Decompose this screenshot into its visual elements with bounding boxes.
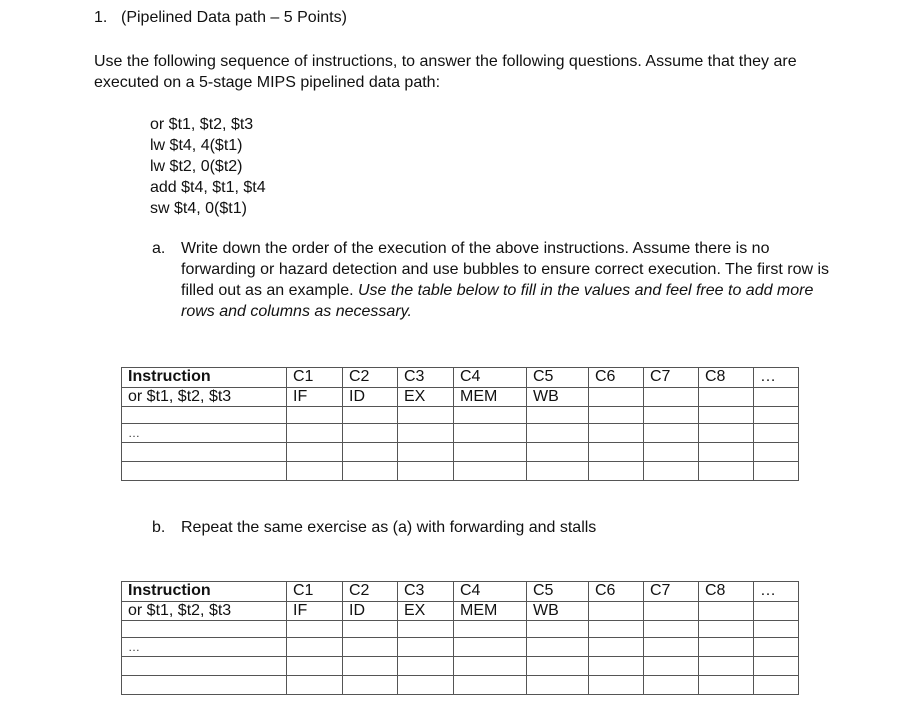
- row-cell: EX: [398, 388, 454, 407]
- row-cell[interactable]: [644, 676, 699, 695]
- row-cell[interactable]: [343, 638, 398, 657]
- header-more: …: [754, 582, 799, 602]
- row-cell[interactable]: [122, 657, 287, 676]
- question-intro: Use the following sequence of instructions, to answer the following questions. Assume that they are executed on a 5-stage MIPS pipelined data path:: [94, 53, 797, 91]
- row-cell[interactable]: [527, 638, 589, 657]
- row-cell[interactable]: [527, 621, 589, 638]
- part-a-text: Write down the order of the execution of the above instructions. Assume there is no forwarding or hazard detection and use bubbles to ensure correct execution. The first row is filled out as an example.: [181, 240, 830, 299]
- row-cell: IF: [287, 602, 343, 621]
- row-cell[interactable]: [287, 424, 343, 443]
- row-cell[interactable]: [754, 388, 799, 407]
- row-cell[interactable]: [699, 388, 754, 407]
- row-cell[interactable]: [398, 407, 454, 424]
- question-title-text: (Pipelined Data path – 5 Points): [121, 9, 347, 26]
- row-cell[interactable]: [589, 462, 644, 481]
- pipeline-table-a: [121, 367, 799, 481]
- header-more: …: [754, 368, 799, 388]
- table-row-example: [122, 388, 799, 407]
- row-cell[interactable]: [527, 657, 589, 676]
- header-c7: C7: [644, 368, 699, 388]
- row-cell[interactable]: [589, 602, 644, 621]
- row-cell[interactable]: [287, 621, 343, 638]
- row-cell[interactable]: [589, 407, 644, 424]
- row-cell[interactable]: [527, 443, 589, 462]
- header-c8: C8: [699, 368, 754, 388]
- header-instruction: Instruction: [122, 368, 287, 388]
- row-cell[interactable]: [122, 407, 287, 424]
- row-cell[interactable]: [644, 638, 699, 657]
- part-a-italic-text: Use the table below to fill in the values and feel free to add more rows and columns as necessary.: [181, 282, 814, 320]
- table-row-blank: [122, 657, 799, 676]
- row-cell[interactable]: [644, 407, 699, 424]
- row-cell[interactable]: [699, 424, 754, 443]
- question-number: 1.: [94, 9, 108, 26]
- row-cell[interactable]: [527, 424, 589, 443]
- row-cell[interactable]: [454, 638, 527, 657]
- row-cell[interactable]: [699, 621, 754, 638]
- row-cell[interactable]: [343, 424, 398, 443]
- header-c2: C2: [343, 368, 398, 388]
- row-cell[interactable]: [589, 443, 644, 462]
- row-cell[interactable]: [754, 443, 799, 462]
- header-c5: C5: [527, 582, 589, 602]
- instruction-sequence: [150, 114, 266, 219]
- header-c5: C5: [527, 368, 589, 388]
- header-c7: C7: [644, 582, 699, 602]
- part-a: [152, 238, 842, 322]
- row-cell[interactable]: [287, 676, 343, 695]
- row-cell[interactable]: [122, 462, 287, 481]
- row-cell[interactable]: [527, 407, 589, 424]
- table-header-row: [122, 582, 799, 602]
- table-row-example: [122, 602, 799, 621]
- table-row-ellipsis: [122, 638, 799, 657]
- instruction-line: lw $t4, 4($t1): [150, 137, 243, 154]
- row-cell[interactable]: [754, 462, 799, 481]
- row-cell: MEM: [454, 388, 527, 407]
- header-c3: C3: [398, 582, 454, 602]
- row-cell[interactable]: [287, 443, 343, 462]
- instruction-line: add $t4, $t1, $t4: [150, 179, 266, 196]
- row-cell[interactable]: [644, 443, 699, 462]
- header-c4: C4: [454, 582, 527, 602]
- row-cell[interactable]: [754, 657, 799, 676]
- row-cell[interactable]: [754, 407, 799, 424]
- row-cell[interactable]: [754, 621, 799, 638]
- row-cell[interactable]: [589, 388, 644, 407]
- row-cell[interactable]: [454, 621, 527, 638]
- table-row-ellipsis: [122, 424, 799, 443]
- part-b: [152, 517, 596, 538]
- row-cell[interactable]: [644, 462, 699, 481]
- row-cell[interactable]: [398, 676, 454, 695]
- row-cell[interactable]: [454, 462, 527, 481]
- part-b-text: Repeat the same exercise as (a) with forwarding and stalls: [181, 519, 597, 536]
- table-row-blank: [122, 407, 799, 424]
- instruction-line: or $t1, $t2, $t3: [150, 116, 254, 133]
- table-row-blank: [122, 443, 799, 462]
- row-cell[interactable]: [644, 388, 699, 407]
- row-cell[interactable]: [589, 621, 644, 638]
- row-cell[interactable]: [644, 657, 699, 676]
- row-cell[interactable]: [287, 638, 343, 657]
- header-c1: C1: [287, 582, 343, 602]
- row-cell[interactable]: [287, 407, 343, 424]
- part-b-label: b.: [152, 519, 166, 536]
- table-row-blank: [122, 462, 799, 481]
- row-cell[interactable]: [644, 621, 699, 638]
- row-cell[interactable]: [699, 676, 754, 695]
- row-cell[interactable]: [398, 462, 454, 481]
- row-cell[interactable]: [343, 657, 398, 676]
- row-cell[interactable]: [589, 657, 644, 676]
- row-cell[interactable]: [754, 602, 799, 621]
- row-cell[interactable]: [343, 621, 398, 638]
- table-header-row: [122, 368, 799, 388]
- row-cell[interactable]: [398, 424, 454, 443]
- row-cell[interactable]: [287, 657, 343, 676]
- row-cell[interactable]: [343, 443, 398, 462]
- instruction-line: lw $t2, 0($t2): [150, 158, 243, 175]
- row-cell[interactable]: [343, 407, 398, 424]
- row-cell: EX: [398, 602, 454, 621]
- header-c4: C4: [454, 368, 527, 388]
- row-cell[interactable]: [527, 462, 589, 481]
- row-cell[interactable]: [699, 602, 754, 621]
- row-cell[interactable]: [454, 676, 527, 695]
- header-c3: C3: [398, 368, 454, 388]
- row-cell[interactable]: [699, 462, 754, 481]
- row-cell[interactable]: [122, 676, 287, 695]
- row-cell[interactable]: [398, 638, 454, 657]
- row-cell[interactable]: [343, 462, 398, 481]
- table-row-blank: [122, 676, 799, 695]
- row-cell[interactable]: [398, 621, 454, 638]
- header-c8: C8: [699, 582, 754, 602]
- row-cell: ID: [343, 602, 398, 621]
- row-cell: WB: [527, 388, 589, 407]
- header-c6: C6: [589, 368, 644, 388]
- row-cell[interactable]: [589, 638, 644, 657]
- row-cell[interactable]: [589, 424, 644, 443]
- row-cell[interactable]: [454, 407, 527, 424]
- row-cell[interactable]: [398, 443, 454, 462]
- pipeline-table-b: [121, 581, 799, 695]
- row-cell[interactable]: [699, 638, 754, 657]
- row-cell[interactable]: [699, 407, 754, 424]
- row-cell[interactable]: [754, 676, 799, 695]
- row-cell[interactable]: [454, 657, 527, 676]
- part-a-body: [181, 238, 842, 322]
- part-a-label: a.: [152, 240, 166, 257]
- row-cell: MEM: [454, 602, 527, 621]
- row-cell[interactable]: [398, 657, 454, 676]
- header-c6: C6: [589, 582, 644, 602]
- instruction-line: sw $t4, 0($t1): [150, 200, 247, 217]
- row-cell[interactable]: [644, 424, 699, 443]
- row-cell[interactable]: [122, 443, 287, 462]
- row-cell: ID: [343, 388, 398, 407]
- row-cell: WB: [527, 602, 589, 621]
- header-c1: C1: [287, 368, 343, 388]
- header-instruction: Instruction: [122, 582, 287, 602]
- row-cell[interactable]: [699, 657, 754, 676]
- row-cell[interactable]: [699, 443, 754, 462]
- row-cell[interactable]: [754, 424, 799, 443]
- row-cell[interactable]: [527, 676, 589, 695]
- row-ellipsis: …: [122, 424, 287, 443]
- header-c2: C2: [343, 582, 398, 602]
- question-title: [94, 9, 347, 27]
- row-ellipsis: …: [122, 638, 287, 657]
- row-cell[interactable]: [454, 443, 527, 462]
- row-cell[interactable]: [122, 621, 287, 638]
- row-cell[interactable]: [644, 602, 699, 621]
- row-cell[interactable]: [754, 638, 799, 657]
- row-cell[interactable]: [343, 676, 398, 695]
- row-cell[interactable]: [287, 462, 343, 481]
- row-instruction: or $t1, $t2, $t3: [122, 602, 287, 621]
- table-row-blank: [122, 621, 799, 638]
- row-instruction: or $t1, $t2, $t3: [122, 388, 287, 407]
- row-cell: IF: [287, 388, 343, 407]
- row-cell[interactable]: [454, 424, 527, 443]
- row-cell[interactable]: [589, 676, 644, 695]
